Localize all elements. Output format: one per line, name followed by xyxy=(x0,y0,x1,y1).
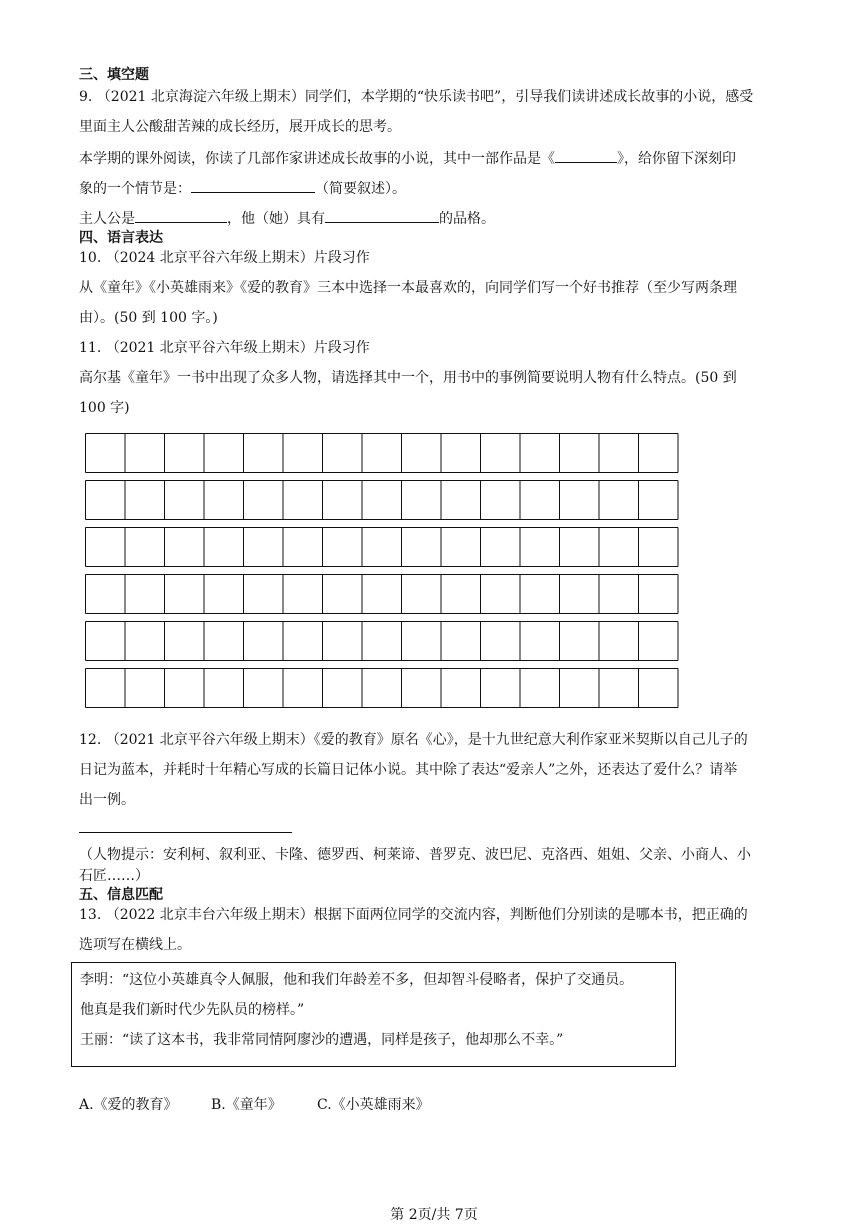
question-12-text: 12. （2021 北京平谷六年级上期末）《爱的教育》原名《心》，是十九世纪意大利作家亚米契斯以自己儿子的 xyxy=(79,732,748,748)
answer-line[interactable] xyxy=(79,832,292,833)
answer-blank-plot[interactable] xyxy=(191,178,315,193)
dialogue-li-ming: 李明：“这位小英雄真令人佩服，他和我们年龄差不多，但却智斗侵略者，保护了交通员。 xyxy=(80,972,634,988)
option-a[interactable]: A.《爱的教育》 xyxy=(79,1097,178,1113)
question-11-text: 100 字) xyxy=(79,400,130,416)
question-13-text: 选项写在横线上。 xyxy=(79,937,191,953)
question-12-text: 日记为蓝本，并耗时十年精心写成的长篇日记体小说。其中除了表达“爱亲人”之外，还表达了爱什么？请举 xyxy=(79,762,738,778)
question-9-text: 9. （2021 北京海淀六年级上期末）同学们，本学期的“快乐读书吧”，引导我们读讲述成长故事的小说，感受 xyxy=(79,89,754,105)
question-9-text: 里面主人公酸甜苦辣的成长经历，展开成长的思考。 xyxy=(79,119,401,135)
question-9-line xyxy=(79,148,736,168)
option-c[interactable]: C.《小英雄雨来》 xyxy=(317,1097,430,1113)
answer-blank-book-title[interactable] xyxy=(555,148,617,163)
q9-text: ，他（她）具有 xyxy=(227,211,325,227)
dialogue-li-ming-cont: 他真是我们新时代少先队员的榜样。” xyxy=(80,1002,305,1018)
q9-text: 主人公是 xyxy=(79,211,135,227)
question-9-line xyxy=(79,208,495,228)
question-10-text: 从《童年》《小英雄雨来》《爱的教育》三本中选择一本最喜欢的，向同学们写一个好书推荐（至少写两条理 xyxy=(79,280,737,296)
q9-text: （简要叙述）。 xyxy=(315,181,406,197)
q9-text: 本学期的课外阅读，你读了几部作家讲述成长故事的小说，其中一部作品是《 xyxy=(79,151,555,167)
question-11-text: 高尔基《童年》一书中出现了众多人物，请选择其中一个，用书中的事例简要说明人物有什么特点。(50 到 xyxy=(79,370,737,386)
question-12-text: 出一例。 xyxy=(79,792,135,808)
q9-text: 象的一个情节是： xyxy=(79,181,191,197)
question-13-text: 13. （2022 北京丰台六年级上期末）根据下面两位同学的交流内容，判断他们分别读的是哪本书，把正确的 xyxy=(79,907,748,923)
q9-text: 的品格。 xyxy=(439,211,495,227)
option-b[interactable]: B.《童年》 xyxy=(211,1097,282,1113)
section-heading-matching: 五、信息匹配 xyxy=(79,887,163,903)
page-number: 第 2页/共 7页 xyxy=(390,1207,478,1223)
answer-blank-character[interactable] xyxy=(325,208,439,223)
question-10-text: 10. （2024 北京平谷六年级上期末）片段习作 xyxy=(79,250,370,266)
answer-blank-protagonist[interactable] xyxy=(135,208,227,223)
question-9-line xyxy=(79,178,406,198)
dialogue-wang-li: 王丽：“读了这本书，我非常同情阿廖沙的遭遇，同样是孩子，他却那么不幸。” xyxy=(80,1032,564,1048)
question-11-text: 11. （2021 北京平谷六年级上期末）片段习作 xyxy=(79,340,370,356)
character-hint: （人物提示：安利柯、叙利亚、卡隆、德罗西、柯莱谛、普罗克、波巴尼、克洛西、姐姐、父亲、小商人、小 xyxy=(79,847,751,863)
section-heading-fill-in: 三、填空题 xyxy=(79,67,149,83)
dialogue-box xyxy=(71,962,676,1067)
question-10-text: 由）。(50 到 100 字。) xyxy=(79,310,218,326)
character-hint: 石匠……） xyxy=(79,868,149,884)
section-heading-expression: 四、语言表达 xyxy=(79,230,163,246)
writing-grid[interactable] xyxy=(85,433,679,713)
q9-text: 》，给你留下深刻印 xyxy=(617,151,736,167)
